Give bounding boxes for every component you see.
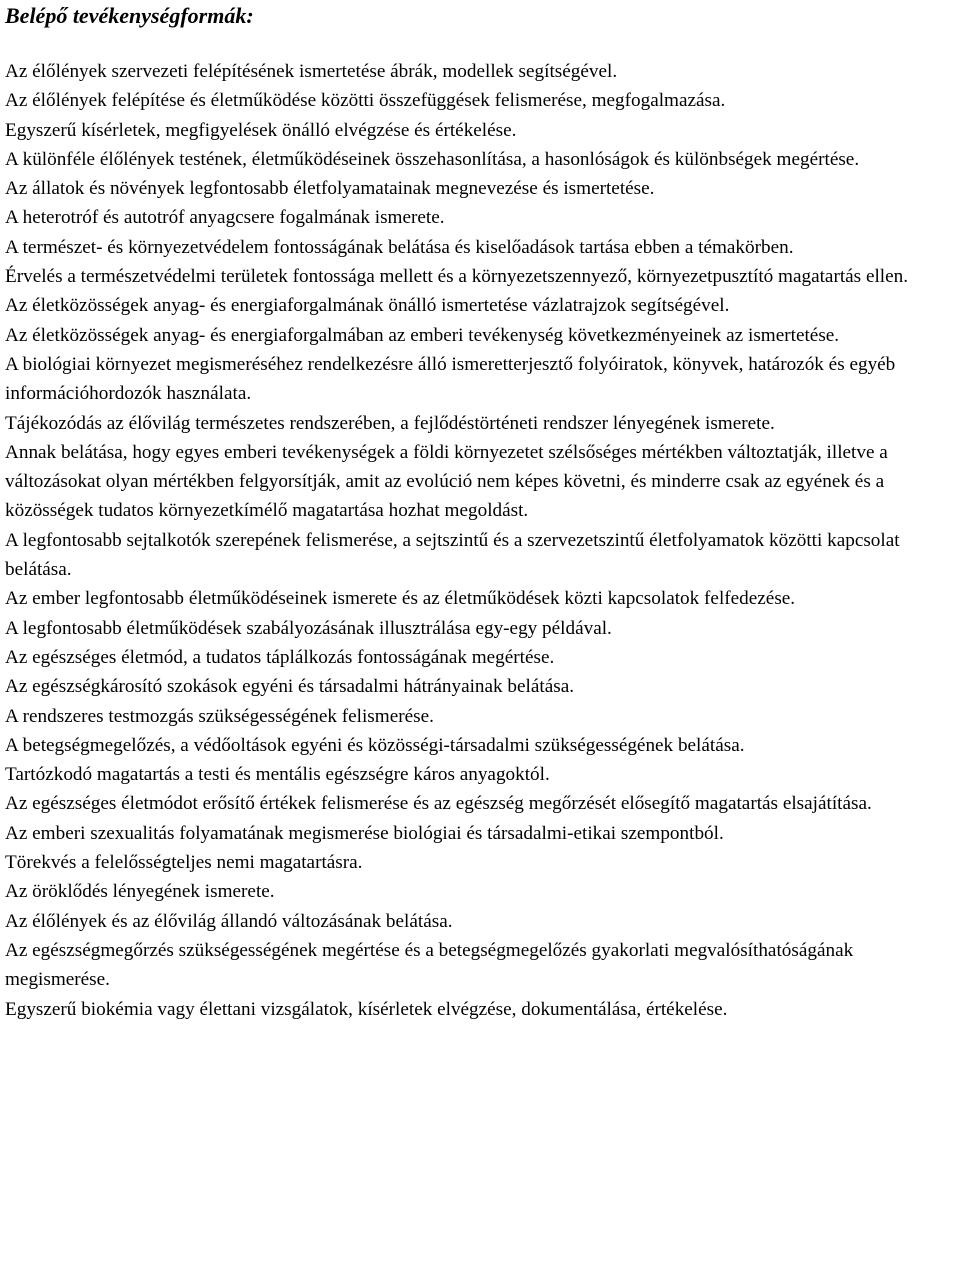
list-item: Az öröklődés lényegének ismerete. bbox=[5, 881, 275, 903]
list-item: Érvelés a természetvédelmi területek fontossága mellett és a környezetszennyező, környezetpusztító magatartás ellen. bbox=[5, 266, 909, 288]
list-item: A legfontosabb sejtalkotók szerepének felismerése, a sejtszintű és a szervezetszintű életfolyamatok közötti kapcsolat belátása. bbox=[5, 529, 900, 581]
list-item: Egyszerű biokémia vagy élettani vizsgálatok, kísérletek elvégzése, dokumentálása, értékelése. bbox=[5, 998, 728, 1020]
list-item: Tájékozódás az élővilág természetes rendszerében, a fejlődéstörténeti rendszer lényegének ismerete. bbox=[5, 412, 775, 434]
list-item: Az életközösségek anyag- és energiaforgalmában az emberi tevékenység következményeinek az ismertetése. bbox=[5, 324, 840, 346]
list-item: Az élőlények felépítése és életműködése közötti összefüggések felismerése, megfogalmazása. bbox=[5, 90, 726, 112]
list-item: A rendszeres testmozgás szükségességének felismerése. bbox=[5, 705, 434, 727]
document-page bbox=[5, 0, 955, 1024]
list-item: Az egészséges életmód, a tudatos táplálkozás fontosságának megértése. bbox=[5, 646, 555, 668]
list-item: Annak belátása, hogy egyes emberi tevékenységek a földi környezetet szélsőséges mértékben változtatják, illetve a változásokat olyan mértékben felgyorsítják, amit az evolúció nem képes követni, és minderre csak az egyének és a közösségek tudatos környezetkímélő magatartása hozhat megoldást. bbox=[5, 441, 888, 522]
list-item: Az élőlények és az élővilág állandó változásának belátása. bbox=[5, 910, 453, 932]
section-heading: Belépő tevékenységformák: bbox=[5, 3, 254, 28]
list-item: Az ember legfontosabb életműködéseinek ismerete és az életműködések közti kapcsolatok felfedezése. bbox=[5, 588, 796, 610]
list-item: Tartózkodó magatartás a testi és mentális egészségre káros anyagoktól. bbox=[5, 764, 550, 786]
list-item: Az életközösségek anyag- és energiaforgalmának önálló ismertetése vázlatrajzok segítségével. bbox=[5, 295, 730, 317]
list-item: A betegségmegelőzés, a védőoltások egyéni és közösségi-társadalmi szükségességének belátása. bbox=[5, 734, 745, 756]
list-item: A természet- és környezetvédelem fontosságának belátása és kiselőadások tartása ebben a témakörben. bbox=[5, 236, 794, 258]
list-item: Az egészséges életmódot erősítő értékek felismerése és az egészség megőrzését elősegítő magatartás elsajátítása. bbox=[5, 793, 872, 815]
list-item: A legfontosabb életműködések szabályozásának illusztrálása egy-egy példával. bbox=[5, 617, 612, 639]
list-item: Az élőlények szervezeti felépítésének ismertetése ábrák, modellek segítségével. bbox=[5, 61, 618, 82]
activity-list bbox=[5, 57, 955, 1024]
list-item: Az egészségkárosító szokások egyéni és társadalmi hátrányainak belátása. bbox=[5, 676, 575, 698]
list-item: A különféle élőlények testének, életműködéseinek összehasonlítása, a hasonlóságok és különbségek megértése. bbox=[5, 148, 860, 170]
list-item: Törekvés a felelősségteljes nemi magatartásra. bbox=[5, 852, 363, 874]
list-item: Az emberi szexualitás folyamatának megismerése biológiai és társadalmi-etikai szempontból. bbox=[5, 822, 724, 844]
list-item: Az állatok és növények legfontosabb életfolyamatainak megnevezése és ismertetése. bbox=[5, 178, 655, 200]
list-item: Egyszerű kísérletek, megfigyelések önálló elvégzése és értékelése. bbox=[5, 119, 517, 141]
list-item: Az egészségmegőrzés szükségességének megértése és a betegségmegelőzés gyakorlati megvalósíthatóságának megismerése. bbox=[5, 939, 854, 991]
list-item: A biológiai környezet megismeréséhez rendelkezésre álló ismeretterjesztő folyóiratok, könyvek, határozók és egyéb információhordozók használata. bbox=[5, 353, 896, 405]
list-item: A heterotróf és autotróf anyagcsere fogalmának ismerete. bbox=[5, 207, 445, 229]
